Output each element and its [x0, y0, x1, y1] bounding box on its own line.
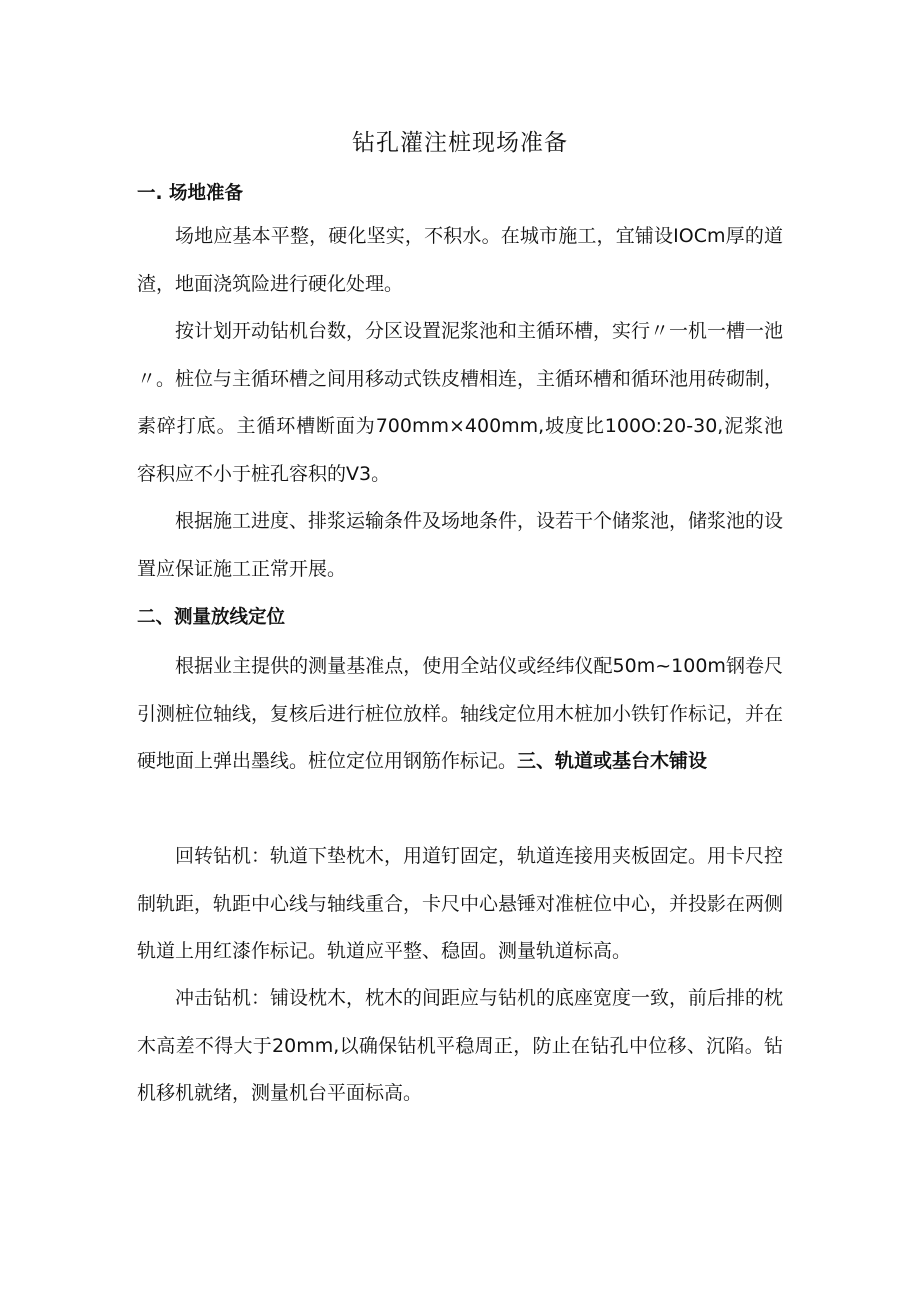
document-title: 钻孔灌注桩现场准备 [352, 130, 568, 156]
survey-text: 根据业主提供的测量基准点，使用全站仪或经纬仪配50m~100m钢卷尺引测桩位轴线，复核后进行桩位放样。轴线定位用木桩加小铁钉作标记，并在硬地面上弹出墨线。桩位定位用钢筋作标记。 [137, 655, 784, 772]
section-heading-track-laying: 三、轨道或基台木铺设 [517, 750, 708, 772]
section-heading-site-preparation: 一. 场地准备 [137, 183, 243, 204]
paragraph-survey-positioning [137, 643, 783, 786]
paragraph-site-leveling: 场地应基本平整，硬化坚实，不积水。在城市施工，宜铺设IOCm厚的道渣，地面浇筑险进行硬化处理。 [137, 225, 783, 295]
paragraph-rotary-drill: 回转钻机：轨道下垫枕木，用道钉固定，轨道连接用夹板固定。用卡尺控制轨距，轨距中心线与轴线重合，卡尺中心悬锤对准桩位中心，并投影在两侧轨道上用红漆作标记。轨道应平整、稳固。测量轨道标高。 [137, 845, 784, 962]
paragraph-slurry-storage: 根据施工进度、排浆运输条件及场地条件，设若干个储浆池，储浆池的设置应保证施工正常开展。 [137, 510, 784, 580]
paragraph-mud-pool-setup: 按计划开动钻机台数，分区设置泥浆池和主循环槽，实行〃一机一槽一池〃。桩位与主循环槽之间用移动式铁皮槽相连，主循环槽和循环池用砖砌制，素碎打底。主循环槽断面为700mm×400mm,坡度比100O:20-30,泥浆池容积应不小于桩孔容积的V3。 [137, 320, 784, 485]
paragraph-percussion-drill: 冲击钻机：铺设枕木，枕木的间距应与钻机的底座宽度一致，前后排的枕木高差不得大于20mm,以确保钻机平稳周正，防止在钻孔中位移、沉陷。钻机移机就绪，测量机台平面标高。 [137, 987, 784, 1104]
section-heading-survey-positioning: 二、测量放线定位 [137, 607, 286, 628]
